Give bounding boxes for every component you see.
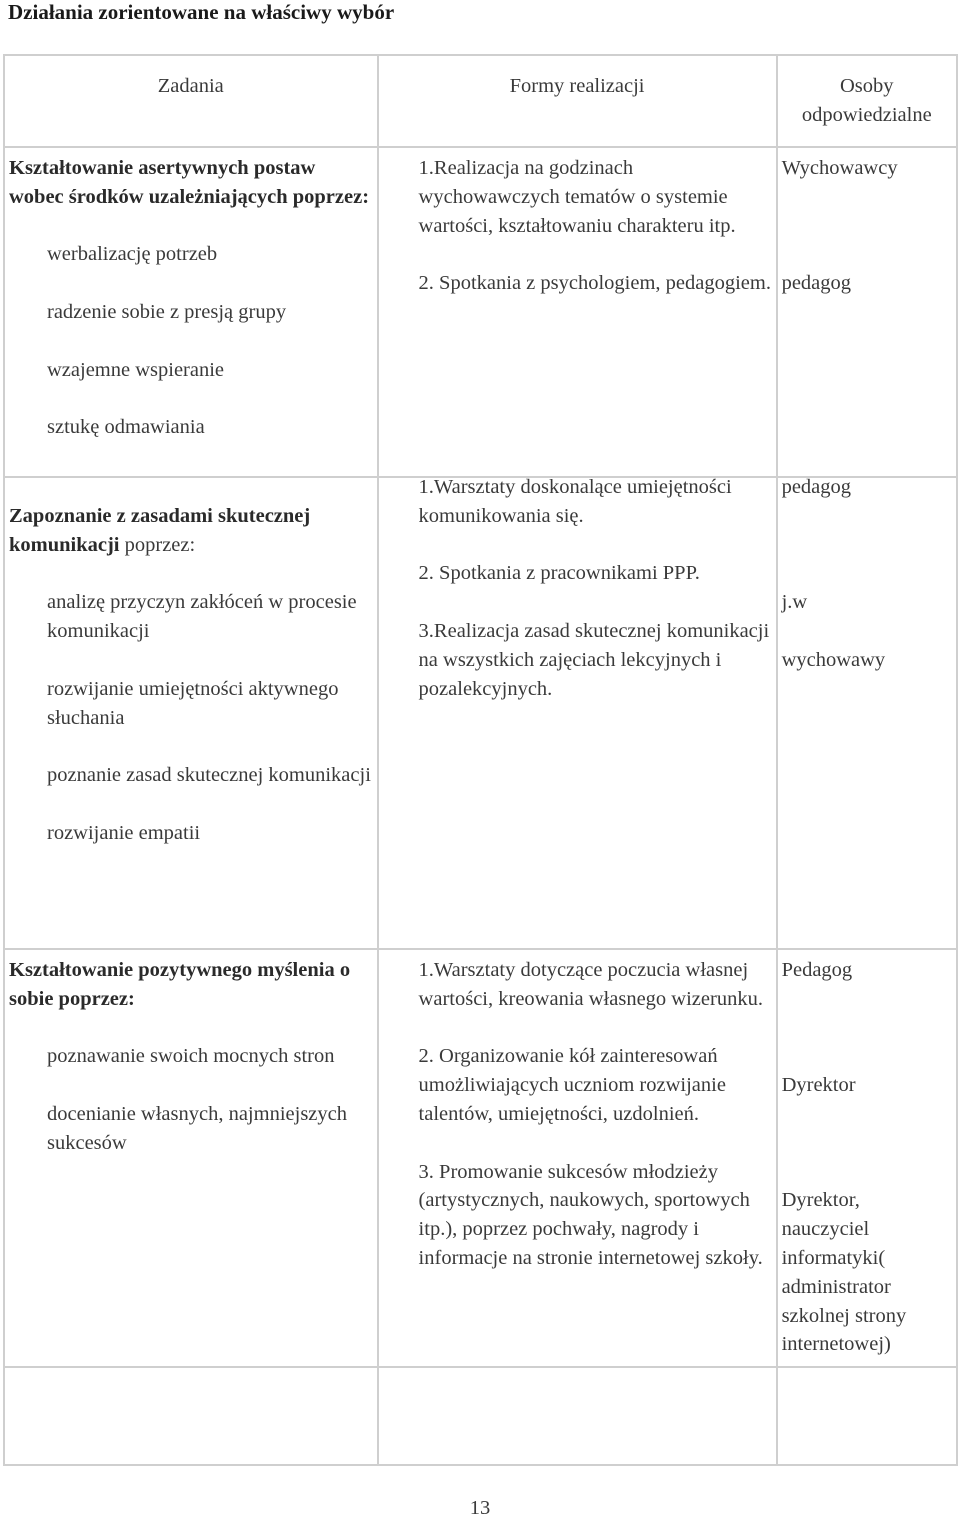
persons-cell [777,147,957,477]
activities-table [3,54,958,1466]
forms-cell [378,949,777,1367]
person-item: Pedagog [781,959,853,981]
person-item: pedagog [781,476,852,498]
task-cell [4,477,378,949]
task-item: rozwijanie empatii [47,821,201,844]
person-item: Dyrektor, nauczyciel informatyki( administrator szkolnej strony internetowej) [781,1189,907,1356]
empty-cell [777,1367,957,1465]
person-item: j.w [781,591,808,614]
form-item: 1.Realizacja na godzinach wychowawczych tematów o systemie wartości, kształtowaniu charakteru itp. [418,157,736,237]
task-item: poznawanie swoich mocnych stron [47,1045,335,1068]
form-item: 2. Spotkania z psychologiem, pedagogiem. [418,272,771,295]
form-item: 2. Spotkania z pracownikami PPP. [418,562,700,585]
table-header-row [4,55,957,147]
task-item: wzajemne wspieranie [47,358,225,381]
page-number: 13 [469,1497,491,1519]
header-persons: Osoby odpowiedzialne [777,55,957,147]
task-cell [4,147,378,477]
header-tasks: Zadania [4,55,378,147]
person-item: wychowawy [781,648,886,671]
person-item: Wychowawcy [781,157,898,179]
task-item: rozwijanie umiejętności aktywnego słuchania [47,677,339,729]
person-item: Dyrektor [781,1074,856,1097]
header-forms: Formy realizacji [378,55,777,147]
form-item: 1.Warsztaty dotyczące poczucia własnej wartości, kreowania własnego wizerunku. [418,959,763,1010]
task-item: poznanie zasad skutecznej komunikacji [47,764,371,787]
form-item: 3.Realizacja zasad skutecznej komunikacji na wszystkich zajęciach lekcyjnych i pozalekcyjnych. [418,619,770,700]
task-item: werbalizację potrzeb [47,243,218,266]
task-item: docenianie własnych, najmniejszych sukcesów [47,1102,347,1154]
task-cell [4,949,378,1367]
empty-cell [378,1367,777,1465]
forms-cell [378,147,777,477]
table-row [4,147,957,477]
form-item: 3. Promowanie sukcesów młodzieży (artystycznych, naukowych, sportowych itp.), poprzez pochwały, nagrody i informacje na stronie internetowej szkoły. [418,1160,763,1269]
person-item: pedagog [781,272,852,295]
form-item: 2. Organizowanie kół zainteresowań umożliwiających uczniom rozwijanie talentów, umiejętności, uzdolnień. [418,1045,726,1125]
forms-cell [378,477,777,949]
task-item: radzenie sobie z presją grupy [47,300,287,323]
task-main: Zapoznanie z zasadami skutecznej komunikacji poprzez: [9,505,311,556]
task-item: sztukę odmawiania [47,416,205,439]
table-row-empty [4,1367,957,1465]
task-main: Kształtowanie pozytywnego myślenia o sobie poprzez: [9,959,351,1010]
empty-cell [4,1367,378,1465]
table-row [4,477,957,949]
persons-cell [777,949,957,1367]
form-item: 1.Warsztaty doskonalące umiejętności komunikowania się. [418,476,732,527]
task-main: Kształtowanie asertywnych postaw wobec środków uzależniających poprzez: [9,157,370,208]
section-heading: Działania zorientowane na właściwy wybór [8,0,395,24]
task-item: analizę przyczyn zakłóceń w procesie komunikacji [47,591,357,643]
table-row [4,949,957,1367]
persons-cell [777,477,957,949]
